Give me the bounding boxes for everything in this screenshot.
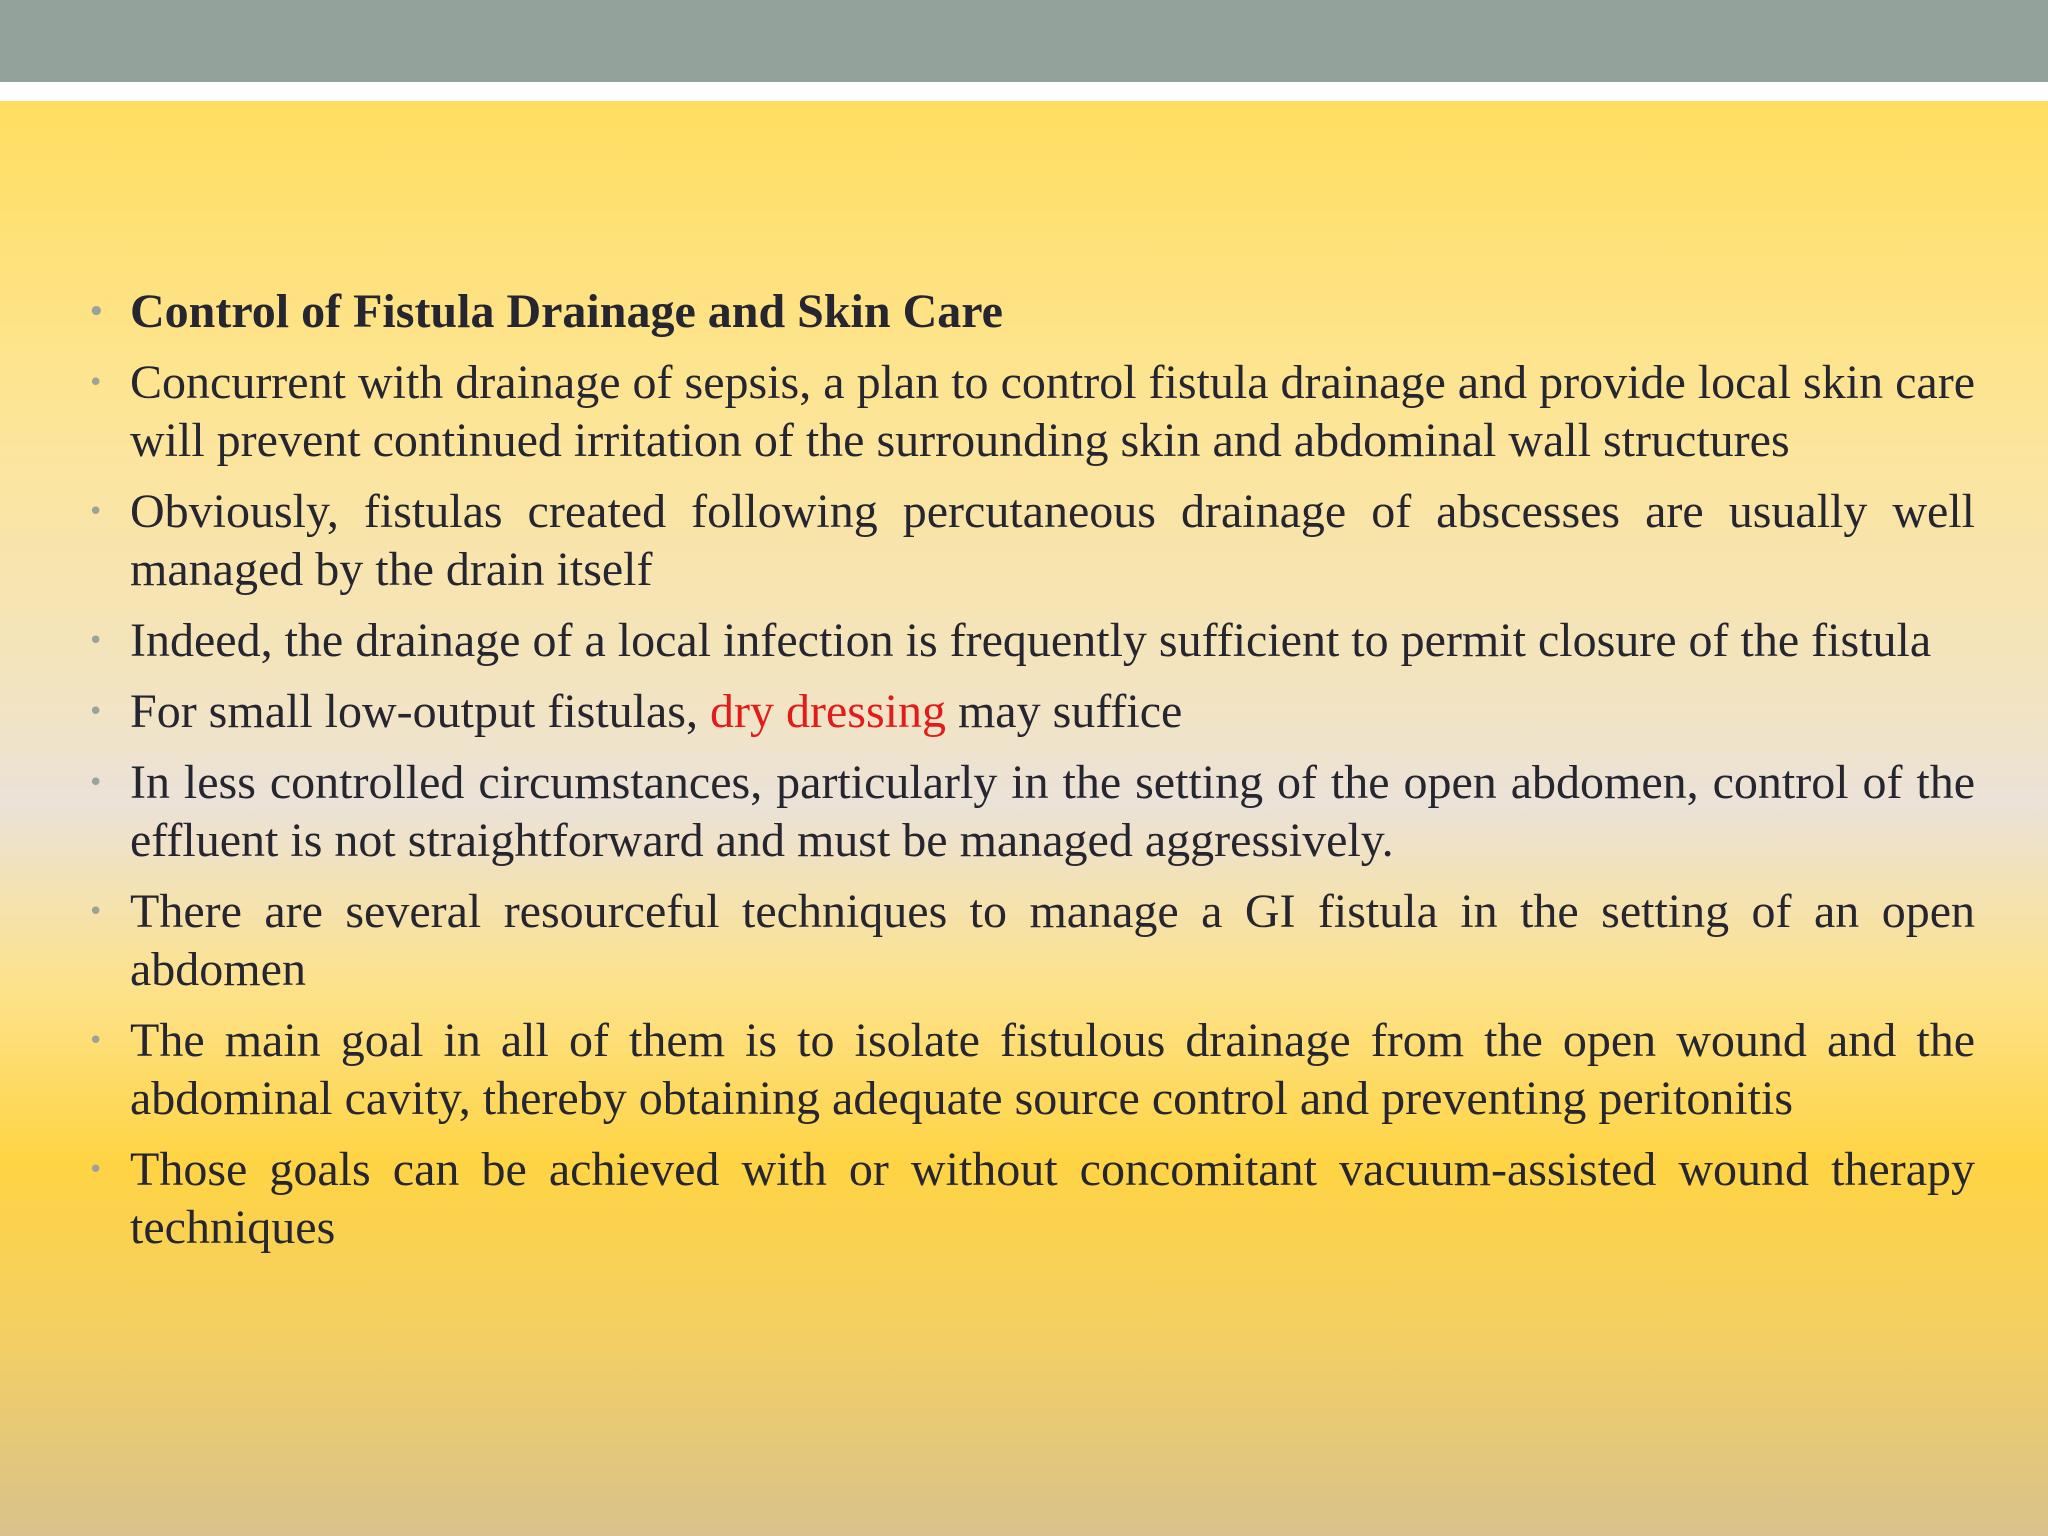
bullet-text: Concurrent with drainage of sepsis, a plan to control fistula drainage and provide local skin care will prevent continued irritation of the surrounding skin and abdominal wall structures bbox=[130, 356, 1975, 467]
bullet-text: There are several resourceful techniques to manage a GI fistula in the setting of an open abdomen bbox=[130, 885, 1975, 996]
highlighted-term: dry dressing bbox=[709, 685, 946, 738]
bullet-item bbox=[88, 483, 1975, 599]
bullet-heading bbox=[88, 283, 1975, 341]
header-divider bbox=[0, 82, 2048, 101]
bullet-list bbox=[88, 283, 1975, 1270]
bullet-dot-icon: • bbox=[88, 626, 104, 656]
bullet-item bbox=[88, 1012, 1975, 1128]
bullet-item bbox=[88, 883, 1975, 999]
bullet-dot-icon: • bbox=[88, 897, 104, 927]
heading-text: Control of Fistula Drainage and Skin Care bbox=[130, 285, 1003, 338]
bullet-dot-icon: • bbox=[88, 768, 104, 798]
bullet-item bbox=[88, 754, 1975, 870]
bullet-item bbox=[88, 612, 1975, 670]
bullet-dot-icon: • bbox=[88, 368, 104, 398]
bullet-text: Those goals can be achieved with or without concomitant vacuum-assisted wound therapy techniques bbox=[130, 1143, 1975, 1254]
bullet-dot-icon: • bbox=[88, 1155, 104, 1185]
bullet-item bbox=[88, 354, 1975, 470]
bullet-item bbox=[88, 683, 1975, 741]
bullet-text: Obviously, fistulas created following percutaneous drainage of abscesses are usually well managed by the drain itself bbox=[130, 485, 1975, 596]
bullet-dot-icon: • bbox=[88, 297, 105, 327]
top-header-band bbox=[0, 0, 2048, 82]
bullet-dot-icon: • bbox=[88, 697, 104, 727]
bullet-item bbox=[88, 1141, 1975, 1257]
bullet-text: Indeed, the drainage of a local infection is frequently sufficient to permit closure of the fistula bbox=[130, 614, 1932, 667]
bullet-text-before: For small low-output fistulas, bbox=[130, 685, 710, 738]
bullet-dot-icon: • bbox=[88, 1026, 104, 1056]
bullet-text: The main goal in all of them is to isolate fistulous drainage from the open wound and the abdominal cavity, thereby obtaining adequate source control and preventing peritonitis bbox=[130, 1014, 1975, 1125]
bullet-text: In less controlled circumstances, particularly in the setting of the open abdomen, control of the effluent is not straightforward and must be managed aggressively. bbox=[130, 756, 1975, 867]
bullet-text-after: may suffice bbox=[945, 685, 1183, 738]
bullet-dot-icon: • bbox=[88, 497, 104, 527]
